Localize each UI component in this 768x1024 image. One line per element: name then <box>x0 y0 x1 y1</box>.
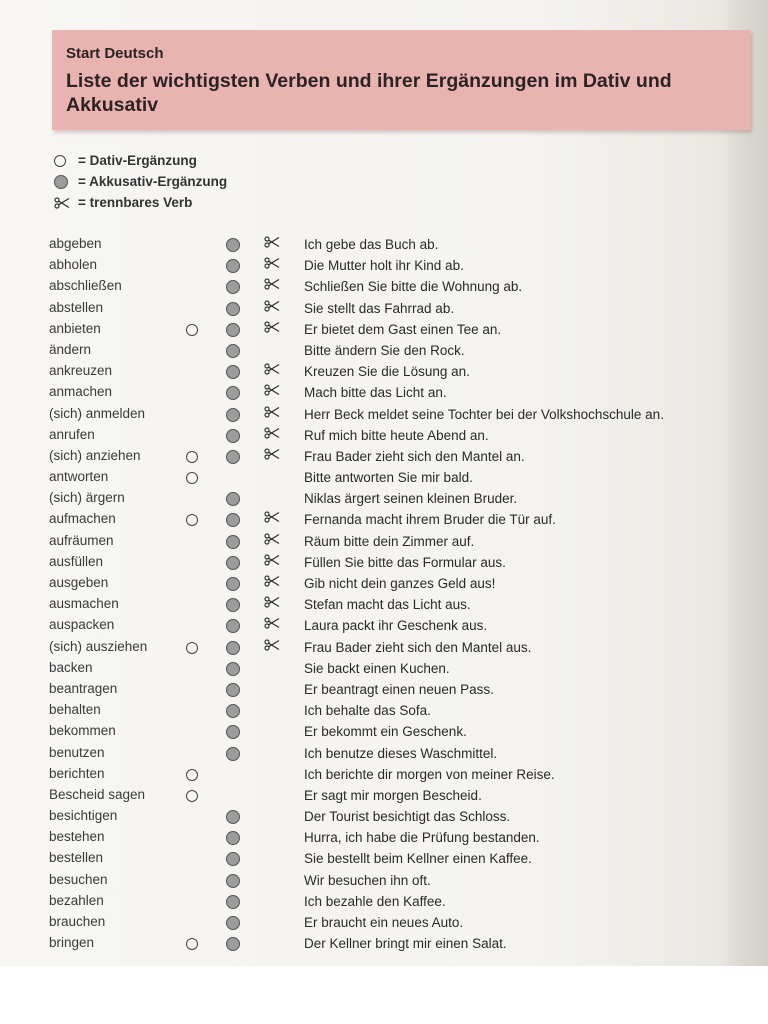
filled-circle-icon <box>226 408 240 425</box>
verb-row <box>0 361 768 382</box>
verb-infinitive: ankreuzen <box>49 363 113 379</box>
filled-circle-icon <box>226 683 240 700</box>
page-title: Liste der wichtigsten Verben und ihrer Ergänzungen im Dativ und Akkusativ <box>66 70 672 116</box>
filled-circle-icon <box>226 429 240 446</box>
filled-circle-icon <box>226 852 240 869</box>
example-sentence: Sie bestellt beim Kellner einen Kaffee. <box>304 851 532 867</box>
example-sentence: Ich benutze dieses Waschmittel. <box>304 745 498 761</box>
verb-row <box>0 658 768 679</box>
filled-circle-icon <box>226 344 240 361</box>
filled-circle-icon <box>226 747 240 764</box>
open-circle-icon <box>54 155 72 167</box>
legend <box>54 150 227 213</box>
verb-infinitive: ändern <box>49 341 92 357</box>
example-sentence: Er sagt mir morgen Bescheid. <box>304 787 482 803</box>
example-sentence: Niklas ärgert seinen kleinen Bruder. <box>304 491 518 507</box>
verb-row <box>0 743 768 764</box>
filled-circle-icon <box>54 175 72 189</box>
open-circle-icon <box>186 642 198 657</box>
verb-infinitive: abgeben <box>49 236 102 251</box>
scissors-icon <box>264 406 280 421</box>
scissors-icon <box>264 554 280 569</box>
verb-infinitive: (sich) ausziehen <box>49 638 148 654</box>
scissors-icon <box>264 257 280 272</box>
filled-circle-icon <box>226 513 240 530</box>
example-sentence: Kreuzen Sie die Lösung an. <box>304 364 470 380</box>
verb-row <box>0 425 768 446</box>
verb-infinitive: anmachen <box>49 384 113 400</box>
filled-circle-icon <box>226 895 240 912</box>
title-banner <box>52 30 750 130</box>
verb-row <box>0 637 768 658</box>
verb-row <box>0 870 768 891</box>
verb-row <box>0 509 768 530</box>
filled-circle-icon <box>226 874 240 891</box>
verb-infinitive: ausgeben <box>49 575 109 590</box>
legend-label: = trennbares Verb <box>78 195 193 210</box>
verb-row <box>0 319 768 340</box>
verb-infinitive: auspacken <box>49 617 115 633</box>
example-sentence: Sie backt einen Kuchen. <box>304 660 450 676</box>
filled-circle-icon <box>226 492 240 509</box>
scissors-icon <box>264 278 280 293</box>
verb-infinitive: anrufen <box>49 426 95 442</box>
verb-row <box>0 531 768 552</box>
verb-row <box>0 573 768 594</box>
verb-row <box>0 721 768 742</box>
filled-circle-icon <box>226 937 240 954</box>
open-circle-icon <box>186 514 198 529</box>
example-sentence: Ich berichte dir morgen von meiner Reise. <box>304 766 555 782</box>
verb-infinitive: besichtigen <box>49 808 118 824</box>
verb-row <box>0 594 768 615</box>
filled-circle-icon <box>226 556 240 573</box>
verb-infinitive: anbieten <box>49 320 101 336</box>
verb-infinitive: benutzen <box>49 744 105 760</box>
example-sentence: Er beantragt einen neuen Pass. <box>304 681 494 697</box>
verb-list <box>0 234 768 954</box>
legend-item-akkusativ <box>54 171 227 192</box>
example-sentence: Ich behalte das Sofa. <box>304 703 431 719</box>
example-sentence: Schließen Sie bitte die Wohnung ab. <box>304 279 523 295</box>
verb-infinitive: bestehen <box>49 829 105 845</box>
verb-row <box>0 340 768 361</box>
verb-row <box>0 785 768 806</box>
verb-row <box>0 404 768 425</box>
example-sentence: Der Tourist besichtigt das Schloss. <box>304 809 511 825</box>
verb-infinitive: abstellen <box>49 299 104 315</box>
verb-row <box>0 827 768 848</box>
example-sentence: Stefan macht das Licht aus. <box>304 597 471 613</box>
verb-row <box>0 446 768 467</box>
verb-infinitive: (sich) ärgern <box>49 490 125 506</box>
filled-circle-icon <box>226 641 240 658</box>
scissors-icon <box>264 596 280 611</box>
open-circle-icon <box>186 790 198 805</box>
example-sentence: Laura packt ihr Geschenk aus. <box>304 618 488 634</box>
example-sentence: Bitte antworten Sie mir bald. <box>304 470 473 486</box>
filled-circle-icon <box>226 598 240 615</box>
verb-row <box>0 234 768 255</box>
filled-circle-icon <box>226 577 240 594</box>
verb-infinitive: beantragen <box>49 680 118 696</box>
example-sentence: Ich bezahle den Kaffee. <box>304 893 446 909</box>
scissors-icon <box>264 363 280 378</box>
scissors-icon <box>264 236 280 251</box>
filled-circle-icon <box>226 662 240 679</box>
verb-row <box>0 679 768 700</box>
example-sentence: Frau Bader zieht sich den Mantel aus. <box>304 639 532 655</box>
filled-circle-icon <box>226 386 240 403</box>
filled-circle-icon <box>226 259 240 276</box>
verb-infinitive: brauchen <box>49 914 106 929</box>
legend-item-dativ <box>54 150 227 171</box>
example-sentence: Wir besuchen ihn oft. <box>304 872 431 888</box>
verb-infinitive: abschließen <box>49 278 122 294</box>
filled-circle-icon <box>226 535 240 552</box>
open-circle-icon <box>186 769 198 784</box>
verb-infinitive: abholen <box>49 257 98 273</box>
legend-label: = Dativ-Ergänzung <box>78 153 197 168</box>
verb-infinitive: bezahlen <box>49 892 104 908</box>
verb-infinitive: antworten <box>49 469 109 485</box>
example-sentence: Er bietet dem Gast einen Tee an. <box>304 321 502 337</box>
example-sentence: Mach bitte das Licht an. <box>304 385 447 401</box>
verb-infinitive: Bescheid sagen <box>49 786 146 802</box>
example-sentence: Ich gebe das Buch ab. <box>304 237 439 252</box>
verb-row <box>0 552 768 573</box>
scissors-icon <box>264 300 280 315</box>
open-circle-icon <box>186 451 198 466</box>
scissors-icon <box>264 533 280 548</box>
example-sentence: Sie stellt das Fahrrad ab. <box>304 300 455 316</box>
verb-row <box>0 255 768 276</box>
verb-infinitive: besuchen <box>49 871 108 887</box>
filled-circle-icon <box>226 725 240 742</box>
verb-row <box>0 806 768 827</box>
example-sentence: Herr Beck meldet seine Tochter bei der Volkshochschule an. <box>304 406 664 422</box>
example-sentence: Räum bitte dein Zimmer auf. <box>304 533 475 549</box>
filled-circle-icon <box>226 238 240 255</box>
filled-circle-icon <box>226 323 240 340</box>
example-sentence: Er braucht ein neues Auto. <box>304 915 464 930</box>
scissors-icon <box>264 617 280 632</box>
filled-circle-icon <box>226 450 240 467</box>
open-circle-icon <box>186 324 198 339</box>
filled-circle-icon <box>226 831 240 848</box>
filled-circle-icon <box>226 916 240 933</box>
verb-row <box>0 764 768 785</box>
open-circle-icon <box>186 472 198 487</box>
verb-infinitive: ausfüllen <box>49 553 104 569</box>
open-circle-icon <box>186 938 198 953</box>
scissors-icon <box>264 427 280 442</box>
legend-item-trennbar <box>54 192 227 213</box>
filled-circle-icon <box>226 619 240 636</box>
filled-circle-icon <box>226 302 240 319</box>
example-sentence: Ruf mich bitte heute Abend an. <box>304 427 489 443</box>
example-sentence: Er bekommt ein Geschenk. <box>304 724 467 740</box>
verb-infinitive: ausmachen <box>49 596 119 612</box>
scissors-icon <box>264 639 280 654</box>
scissors-icon <box>54 197 72 209</box>
verb-infinitive: berichten <box>49 765 105 781</box>
verb-infinitive: bestellen <box>49 850 104 866</box>
example-sentence: Bitte ändern Sie den Rock. <box>304 342 465 358</box>
verb-row <box>0 615 768 636</box>
verb-infinitive: (sich) anmelden <box>49 405 146 421</box>
filled-circle-icon <box>226 280 240 297</box>
verb-row <box>0 382 768 403</box>
example-sentence: Füllen Sie bitte das Formular aus. <box>304 554 506 570</box>
verb-infinitive: (sich) anziehen <box>49 447 141 463</box>
example-sentence: Frau Bader zieht sich den Mantel an. <box>304 448 525 464</box>
example-sentence: Der Kellner bringt mir einen Salat. <box>304 936 507 952</box>
filled-circle-icon <box>226 365 240 382</box>
filled-circle-icon <box>226 810 240 827</box>
verb-infinitive: behalten <box>49 702 101 718</box>
verb-row <box>0 298 768 319</box>
scissors-icon <box>264 575 280 590</box>
example-sentence: Fernanda macht ihrem Bruder die Tür auf. <box>304 512 556 528</box>
verb-infinitive: backen <box>49 659 93 675</box>
verb-row <box>0 467 768 488</box>
scissors-icon <box>264 511 280 526</box>
verb-infinitive: bekommen <box>49 723 116 739</box>
example-sentence: Hurra, ich habe die Prüfung bestanden. <box>304 830 540 846</box>
verb-infinitive: bringen <box>49 935 95 951</box>
filled-circle-icon <box>226 704 240 721</box>
verb-row <box>0 891 768 912</box>
verb-row <box>0 488 768 509</box>
example-sentence: Gib nicht dein ganzes Geld aus! <box>304 576 496 591</box>
legend-label: = Akkusativ-Ergänzung <box>78 174 228 189</box>
verb-row <box>0 276 768 297</box>
example-sentence: Die Mutter holt ihr Kind ab. <box>304 258 464 274</box>
verb-infinitive: aufmachen <box>49 511 116 527</box>
verb-row <box>0 933 768 954</box>
scissors-icon <box>264 321 280 336</box>
verb-row <box>0 848 768 869</box>
verb-row <box>0 912 768 933</box>
verb-infinitive: aufräumen <box>49 532 114 548</box>
verb-row <box>0 700 768 721</box>
scissors-icon <box>264 448 280 463</box>
scissors-icon <box>264 384 280 399</box>
series-label: Start Deutsch <box>66 45 164 62</box>
